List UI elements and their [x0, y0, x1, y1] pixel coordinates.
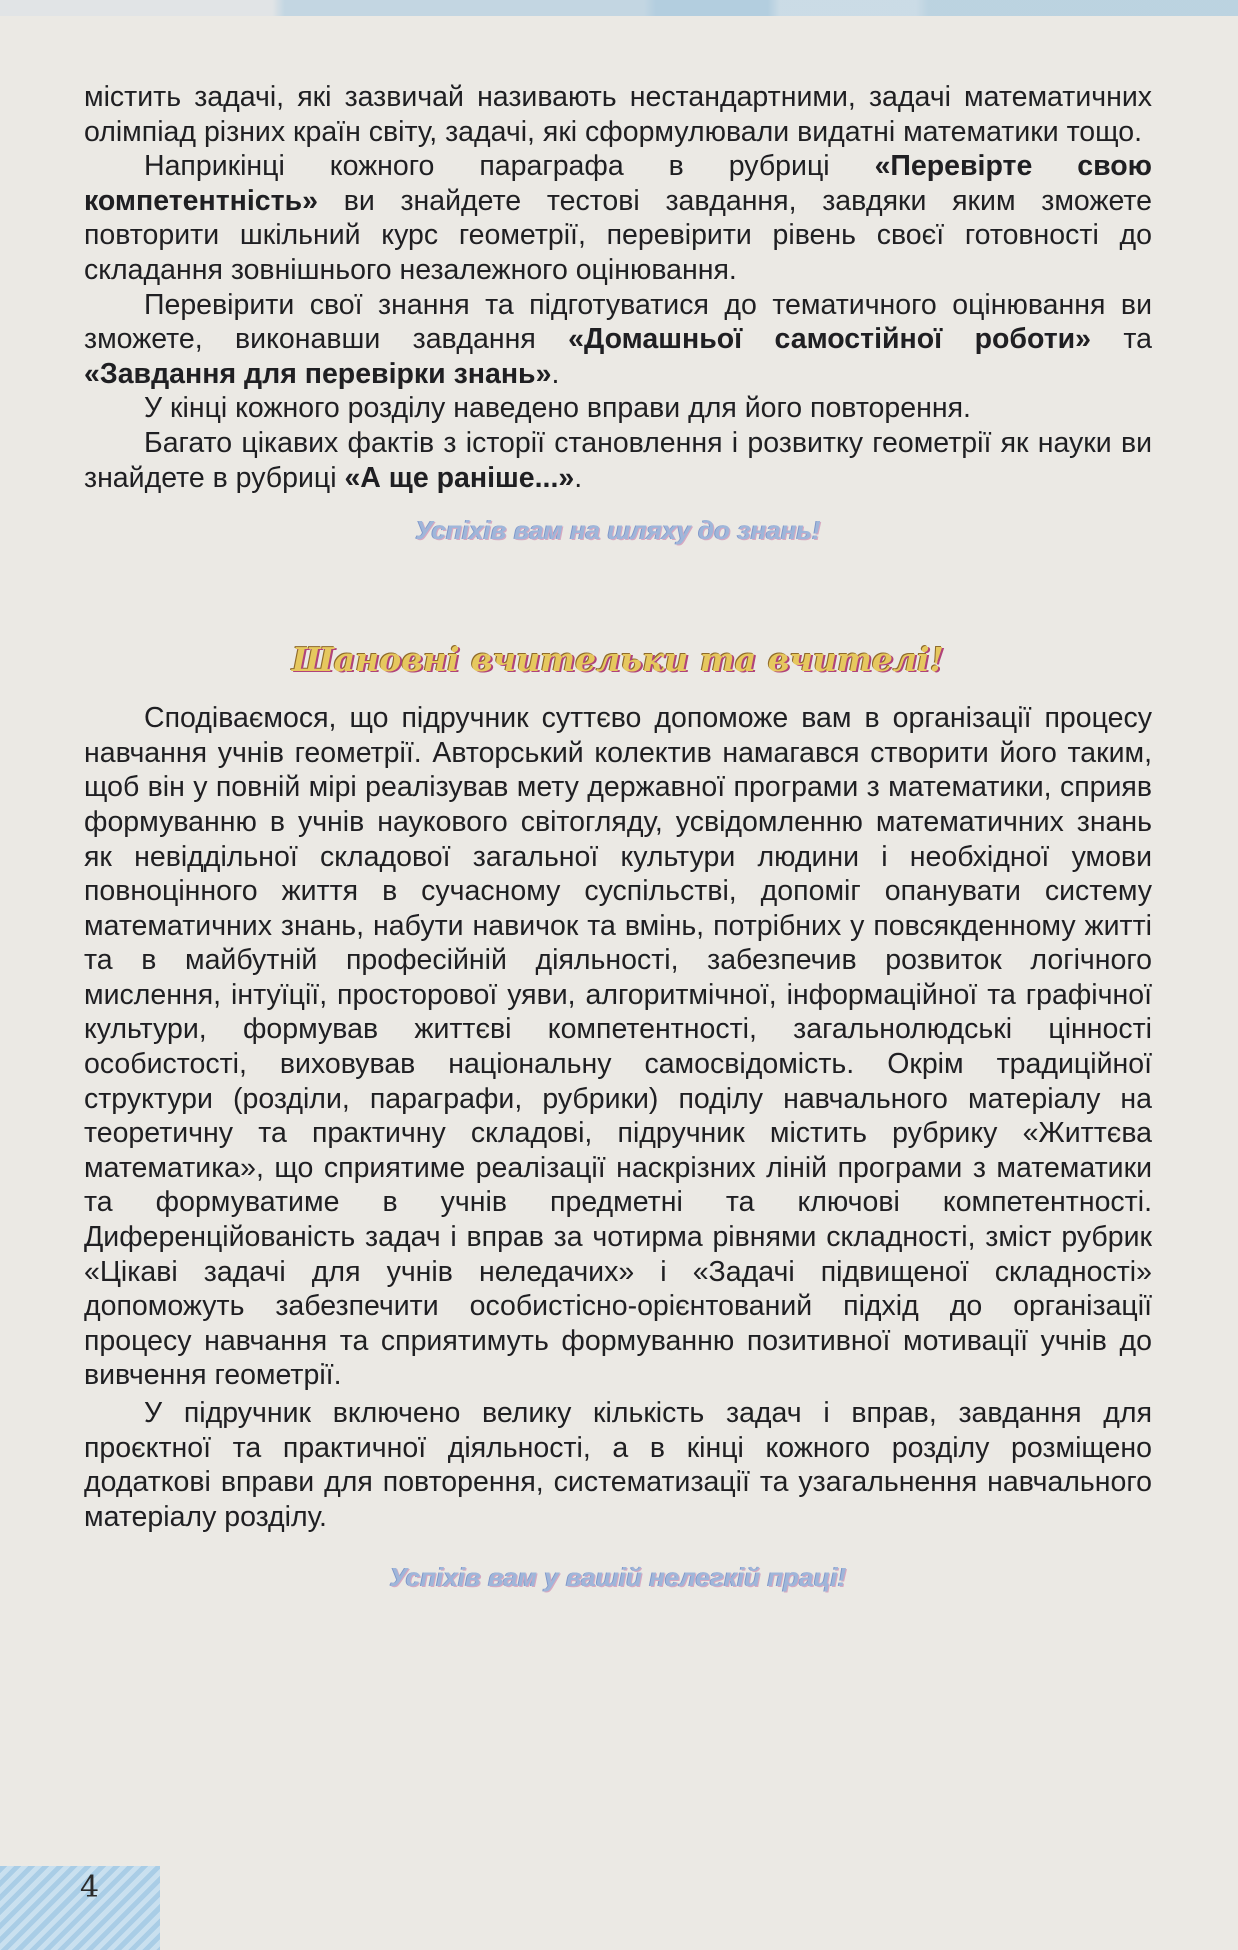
- rubric-title-home-work: «Домашньої самостійної роботи»: [568, 323, 1092, 356]
- intro-paragraph-5: [84, 426, 1152, 495]
- text-fragment: Перевірити свої знання та підготуватися до тематичного оцінювання ви зможете, виконавши завдання: [84, 288, 1152, 356]
- text-fragment: .: [574, 461, 583, 494]
- teachers-paragraph-1: Сподіваємося, що підручник суттєво допоможе вам в організації процесу навчання учнів геометрії. Авторський колектив намагався створити його таким, щоб він у повній мірі реалізував мету державної програми з математики, сприяв формуванню в учнів наукового світогляду, усвідомленню математичних знань як невіддільної складової загальної культури людини і необхідної умови повноцінного життя в сучасному суспільстві, допоміг опанувати систему математичних знань, набути навичок та вмінь, потрібних у повсякденному житті та в майбутній професійній діяльності, забезпечив розвиток логічного мислення, інтуїції, просторової уяви, алгоритмічної, інформаційної та графічної культури, формував життєві компетентності, загальнолюдські цінності особистості, виховував національну самосвідомість. Окрім традиційної структури (розділи, параграфи, рубрики) поділу навчального матеріалу на теоретичну та практичну складові, підручник містить рубрику «Життєва математика», що сприятиме реалізації наскрізних ліній програми з математики та формуватиме в учнів предметні та ключові компетентності. Диференційованість задач і вправ за чотирма рівнями складності, зміст рубрик «Цікаві задачі для учнів неледачих» і «Задачі підвищеної складності» допоможуть забезпечити особистісно-орієнтований підхід до організації процесу навчання та сприятимуть формуванню позитивної мотивації учнів до вивчення геометрії.: [84, 702, 1152, 1392]
- text-fragment: ви знайдете тестові завдання, завдяки яким зможете повторити шкільний курс геометрії, перевірити рівень своєї готовності до складання зовнішнього незалежного оцінювання.: [84, 184, 1152, 286]
- intro-paragraph-4: У кінці кожного розділу наведено вправи для його повторення.: [144, 392, 971, 425]
- intro-paragraph-3: [84, 288, 1152, 392]
- text-fragment: Багато цікавих фактів з історії становлення і розвитку геометрії як науки ви знайдете в рубриці: [84, 426, 1152, 494]
- rubric-title-knowledge-check: «Завдання для перевірки знань»: [84, 357, 552, 390]
- teachers-wish: Успіхів вам у вашій нелегкій праці!: [389, 1562, 847, 1593]
- rubric-title-earlier: «А ще раніше...»: [344, 461, 575, 494]
- page-number: 4: [80, 1870, 100, 1905]
- intro-paragraph-1: містить задачі, які зазвичай називають нестандартними, задачі математичних олімпіад різних країн світу, задачі, які сформулювали видатні математики тощо.: [84, 81, 1152, 148]
- text-fragment: Наприкінці кожного параграфа в рубриці: [144, 150, 875, 183]
- top-decor-strip: [0, 0, 1238, 16]
- text-fragment: та: [1091, 323, 1152, 356]
- intro-paragraph-2: [84, 149, 1152, 287]
- teachers-heading: Шановні вчительки та вчителі!: [291, 640, 945, 680]
- text-fragment: .: [551, 357, 560, 390]
- teachers-paragraph-2: У підручник включено велику кількість задач і вправ, завдання для проєктної та практичної діяльності, а в кінці кожного розділу розміщено додаткові вправи для повторення, систематизації та узагальнення навчального матеріалу розділу.: [84, 1397, 1152, 1533]
- students-wish: Успіхів вам на шляху до знань!: [415, 515, 821, 546]
- page-content: [84, 80, 1152, 1593]
- rubric-title-check-competence: «Перевірте свою компетентність»: [84, 150, 1152, 217]
